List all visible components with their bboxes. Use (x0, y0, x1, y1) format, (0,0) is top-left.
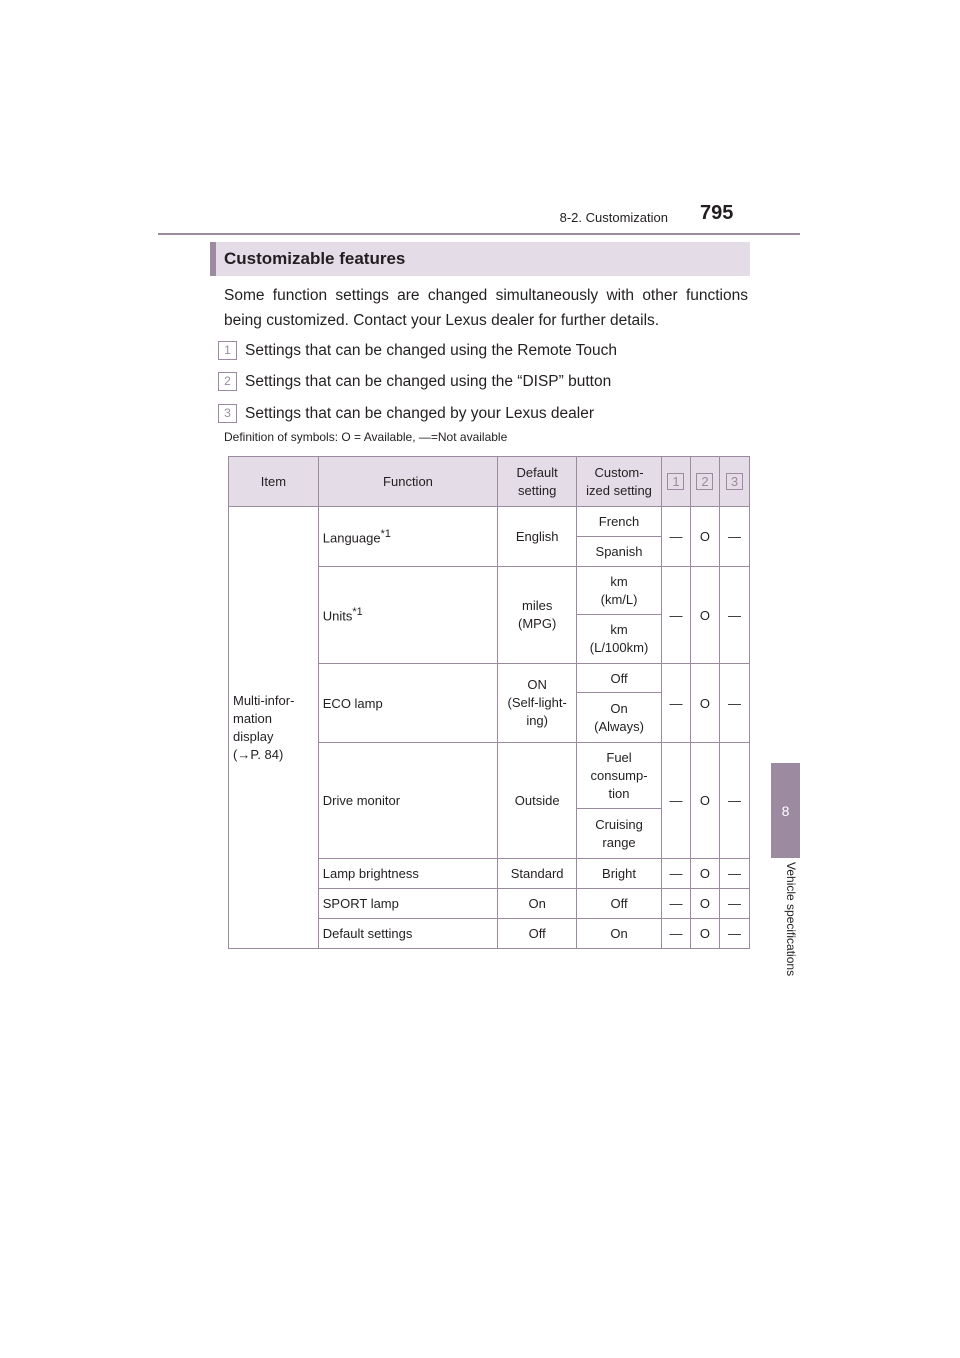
footnote-marker: *1 (352, 606, 363, 619)
symbol-definition: Definition of symbols: O = Available, —=Not available (224, 430, 508, 444)
header-col-2 (690, 457, 719, 507)
section-banner (210, 242, 750, 276)
default-cell: Off (498, 919, 577, 949)
function-cell: ECO lamp (318, 664, 497, 743)
custom-cell: km (km/L) (577, 567, 662, 615)
header-item: Item (229, 457, 319, 507)
col3-cell: — (719, 743, 749, 859)
default-cell: Outside (498, 743, 577, 859)
col3-cell: — (719, 664, 749, 743)
col2-cell: O (690, 919, 719, 949)
header-custom: Custom- ized setting (577, 457, 662, 507)
default-cell: ON (Self-light- ing) (498, 664, 577, 743)
custom-cell: Fuel consump- tion (577, 743, 662, 809)
legend-item-2 (218, 372, 611, 391)
col1-cell: — (661, 664, 690, 743)
col1-cell: — (661, 919, 690, 949)
table-row (229, 507, 750, 537)
number-3-icon: 3 (218, 404, 237, 423)
col2-cell: O (690, 567, 719, 664)
banner-accent (210, 242, 216, 276)
function-cell (318, 507, 497, 567)
number-3-icon: 3 (726, 473, 743, 490)
custom-cell: km (L/100km) (577, 615, 662, 664)
function-cell: Drive monitor (318, 743, 497, 859)
function-cell: Default settings (318, 919, 497, 949)
custom-cell: On (577, 919, 662, 949)
header-default: Default setting (498, 457, 577, 507)
col1-cell: — (661, 889, 690, 919)
function-cell: SPORT lamp (318, 889, 497, 919)
chapter-number: 8 (781, 802, 790, 819)
custom-cell: On (Always) (577, 693, 662, 743)
function-cell (318, 567, 497, 664)
custom-cell: Off (577, 889, 662, 919)
chapter-label: Vehicle specifications (784, 862, 798, 977)
col3-cell: — (719, 859, 749, 889)
col2-cell: O (690, 859, 719, 889)
custom-cell: Bright (577, 859, 662, 889)
col1-cell: — (661, 859, 690, 889)
col2-cell: O (690, 889, 719, 919)
footnote-marker: *1 (380, 527, 391, 540)
custom-cell: Spanish (577, 537, 662, 567)
legend-text-3: Settings that can be changed by your Lexus dealer (245, 405, 594, 422)
col3-cell: — (719, 567, 749, 664)
default-cell: English (498, 507, 577, 567)
legend-item-3 (218, 404, 594, 423)
default-cell: miles (MPG) (498, 567, 577, 664)
col1-cell: — (661, 507, 690, 567)
header-col-1 (661, 457, 690, 507)
chapter-tab (771, 763, 800, 858)
legend-item-1 (218, 341, 617, 360)
default-cell: On (498, 889, 577, 919)
col2-cell: O (690, 664, 719, 743)
col2-cell: O (690, 743, 719, 859)
function-cell: Lamp brightness (318, 859, 497, 889)
banner-title: Customizable features (224, 249, 406, 268)
number-2-icon: 2 (696, 473, 713, 490)
header-col-3 (719, 457, 749, 507)
table-header-row (229, 457, 750, 507)
legend-text-2: Settings that can be changed using the “DISP” button (245, 373, 612, 390)
intro-paragraph: Some function settings are changed simultaneously with other functions being customized. Contact your Lexus dealer for further details. (224, 287, 748, 329)
col3-cell: — (719, 507, 749, 567)
header-divider (158, 233, 800, 235)
col3-cell: — (719, 919, 749, 949)
col2-cell: O (690, 507, 719, 567)
section-title: 8-2. Customization (559, 210, 668, 225)
custom-cell: French (577, 507, 662, 537)
col3-cell: — (719, 889, 749, 919)
function-label: Units (322, 608, 353, 624)
page-number: 795 (700, 202, 734, 224)
customization-table (228, 456, 750, 949)
header-function: Function (318, 457, 497, 507)
legend-text-1: Settings that can be changed using the Remote Touch (245, 342, 617, 359)
default-cell: Standard (498, 859, 577, 889)
col1-cell: — (661, 567, 690, 664)
number-1-icon: 1 (667, 473, 684, 490)
function-label: Language (322, 530, 381, 546)
col1-cell: — (661, 743, 690, 859)
custom-cell: Cruising range (577, 809, 662, 859)
custom-cell: Off (577, 664, 662, 693)
number-1-icon: 1 (218, 341, 237, 360)
number-2-icon: 2 (218, 372, 237, 391)
item-cell: Multi-infor- mation display (→P. 84) (229, 507, 319, 949)
